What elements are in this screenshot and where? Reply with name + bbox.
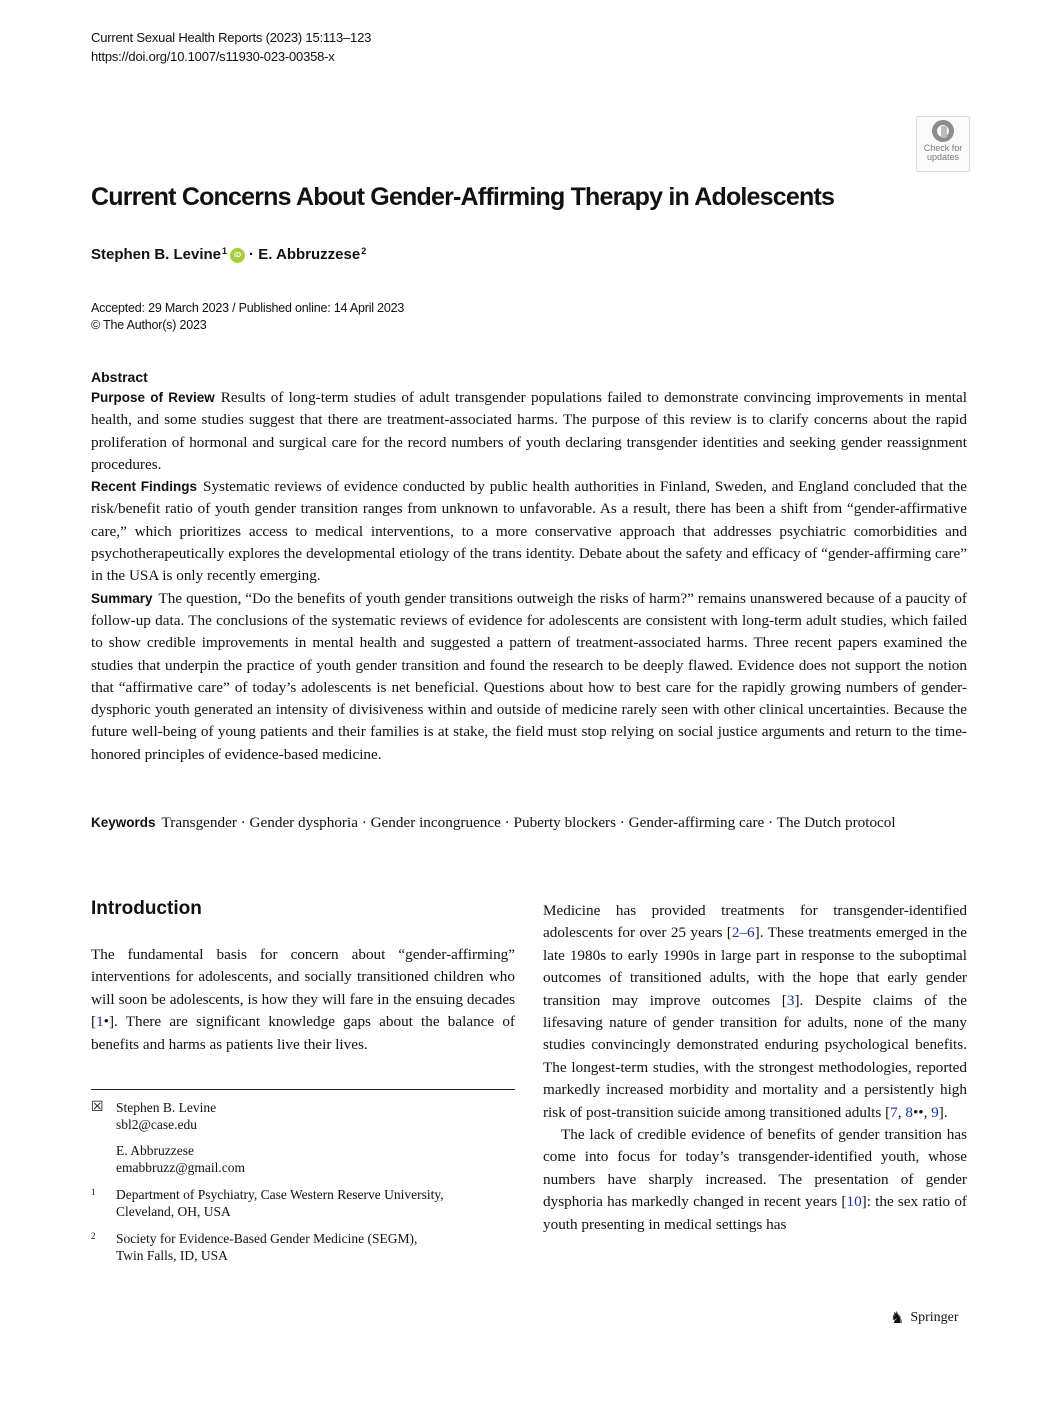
section-label: Purpose of Review (91, 390, 215, 405)
section-label: Recent Findings (91, 479, 197, 495)
reference-link[interactable]: 8 (905, 1103, 913, 1121)
author-separator: · (249, 246, 259, 263)
abstract (91, 369, 967, 766)
journal-header (91, 28, 371, 66)
body-column-right (543, 900, 967, 1236)
affiliation: 1 Department of Psychiatry, Case Western Reserve University, Cleveland, OH, USA (91, 1187, 444, 1219)
reference-link[interactable]: 9 (931, 1103, 939, 1121)
copyright: © The Author(s) 2023 (91, 318, 207, 332)
springer-horse-icon: ♞ (890, 1310, 905, 1327)
email-link[interactable]: emabbruzz@gmail.com (116, 1160, 246, 1175)
email-link[interactable]: sbl2@case.edu (116, 1117, 198, 1132)
article-title: Current Concerns About Gender-Affirming Therapy in Adolescents (91, 183, 835, 211)
corresponding-author-name: Stephen B. Levine (116, 1100, 217, 1115)
keywords-text: Transgender · Gender dysphoria · Gender incongruence · Puberty blockers · Gender-affirming care · The Dutch protocol (161, 814, 896, 831)
author-name[interactable]: Stephen B. Levine (91, 246, 222, 263)
accepted-published-dates: Accepted: 29 March 2023 / Published online: 14 April 2023 (91, 301, 405, 315)
body-column-left (91, 944, 515, 1056)
publisher-name: Springer (910, 1310, 959, 1325)
publisher-logo (890, 1308, 959, 1328)
check-for-updates-button[interactable] (916, 116, 970, 172)
affiliation-marker: 1 (222, 246, 228, 256)
section-label: Summary (91, 590, 153, 606)
crossmark-icon (932, 120, 954, 142)
doi-link[interactable]: https://doi.org/10.1007/s11930-023-00358-x (91, 49, 335, 64)
reference-link[interactable]: 7 (890, 1103, 898, 1121)
affiliation-marker: 2 (361, 246, 367, 256)
abstract-recent-findings (91, 476, 967, 587)
section-text: Results of long-term studies of adult transgender populations failed to demonstrate convincing improvements in mental health, and some studies suggest that there are treatment-associated harms. The purpose of this review is to clarify concerns about the rapid proliferation of hormonal and surgical care for the record numbers of youth declaring transgender identities and seeking gender reassignment procedures. (91, 389, 967, 473)
reference-link[interactable]: 3 (786, 991, 795, 1009)
author-name[interactable]: E. Abbruzzese (258, 246, 361, 263)
paragraph: The fundamental basis for concern about “gender-affirming” interventions for adolescents, and socially transitioned children who will soon be adolescents, is how they will fare in the ensuing decades [1•]. There are significant knowledge gaps about the balance of benefits and harms as patients live their lives. (91, 946, 515, 1053)
abstract-purpose (91, 387, 967, 476)
journal-citation: Current Sexual Health Reports (2023) 15:113–123 (91, 30, 372, 45)
affiliation: 2 Society for Evidence-Based Gender Medicine (SEGM), Twin Falls, ID, USA (91, 1231, 418, 1263)
paragraph: Medicine has provided treatments for transgender-identified adolescents for over 25 years [2–6]. These treatments emerged in the late 1980s to early 1990s in large part in response to the suboptimal outcomes of transitioned adults, with the hope that early gender transition may improve outcomes [3]. Despite claims of the lifesaving nature of gender transition for adults, none of the many studies convincingly demonstrated enduring psychological benefits. The longest-term studies, with the strongest methodologies, reported markedly increased morbidity and mortality and a persistently high risk of post-transition suicide among transitioned adults [7, 8••, 9]. (543, 902, 967, 1121)
reference-link[interactable]: 2–6 (731, 924, 755, 942)
reference-link[interactable]: 10 (846, 1193, 862, 1211)
keywords-label: Keywords (91, 815, 156, 830)
footnote-divider (91, 1089, 515, 1090)
corresponding-author-name: E. Abbruzzese (116, 1143, 194, 1158)
section-text: The question, “Do the benefits of youth gender transitions outweigh the risks of harm?” remains unanswered because of a paucity of follow-up data. The conclusions of the systematic reviews of evidence for adolescents are consistent with long-term adult studies, which failed to show credible improvements in mental health and suggested a pattern of treatment-associated harms. Three recent papers examined the studies that underpin the practice of youth gender transition and found the research to be deeply flawed. Evidence does not support the notion that “affirmative care” of today’s adolescents is net beneficial. Questions about how to best care for the rapidly growing numbers of gender-dysphoric youth generated an intensity of divisiveness within and outside of medicine rarely seen with other clinical uncertainties. Because the future well-being of young patients and their families is at stake, the field must stop relying on social justice arguments and return to the time-honored principles of evidence-based medicine. (91, 589, 967, 763)
envelope-icon: ☒ (91, 1100, 104, 1115)
orcid-icon[interactable]: iD (230, 248, 245, 263)
correspondence-block (91, 1099, 515, 1264)
abstract-summary (91, 588, 967, 766)
abstract-heading: Abstract (91, 369, 148, 385)
reference-link[interactable]: 1 (96, 1013, 104, 1031)
paragraph: The lack of credible evidence of benefits of gender transition has come into focus for today’s transgender-identified youth, whose numbers have sharply increased. The presentation of gender dysphoria has markedly changed in recent years [10]: the sex ratio of youth presenting in medical settings has (543, 1126, 967, 1233)
introduction-heading: Introduction (91, 898, 202, 919)
keywords (91, 812, 967, 834)
publication-dates (91, 300, 404, 334)
author-list (91, 246, 366, 263)
affiliation-number: 2 (91, 1231, 96, 1241)
crossmark-label: Check for updates (923, 143, 963, 162)
section-text: Systematic reviews of evidence conducted by public health authorities in Finland, Sweden, and England concluded that the risk/benefit ratio of youth gender transition ranges from unknown to unfavorable. As a result, there has been a shift from “gender-affirmative care,” which prioritizes access to medical interventions, to a more conservative approach that addresses psychiatric comorbidities and psychotherapeutically explores the developmental etiology of the trans identity. Debate about the safety and efficacy of “gender-affirming care” in the USA is only recently emerging. (91, 478, 967, 585)
affiliation-number: 1 (91, 1187, 96, 1197)
